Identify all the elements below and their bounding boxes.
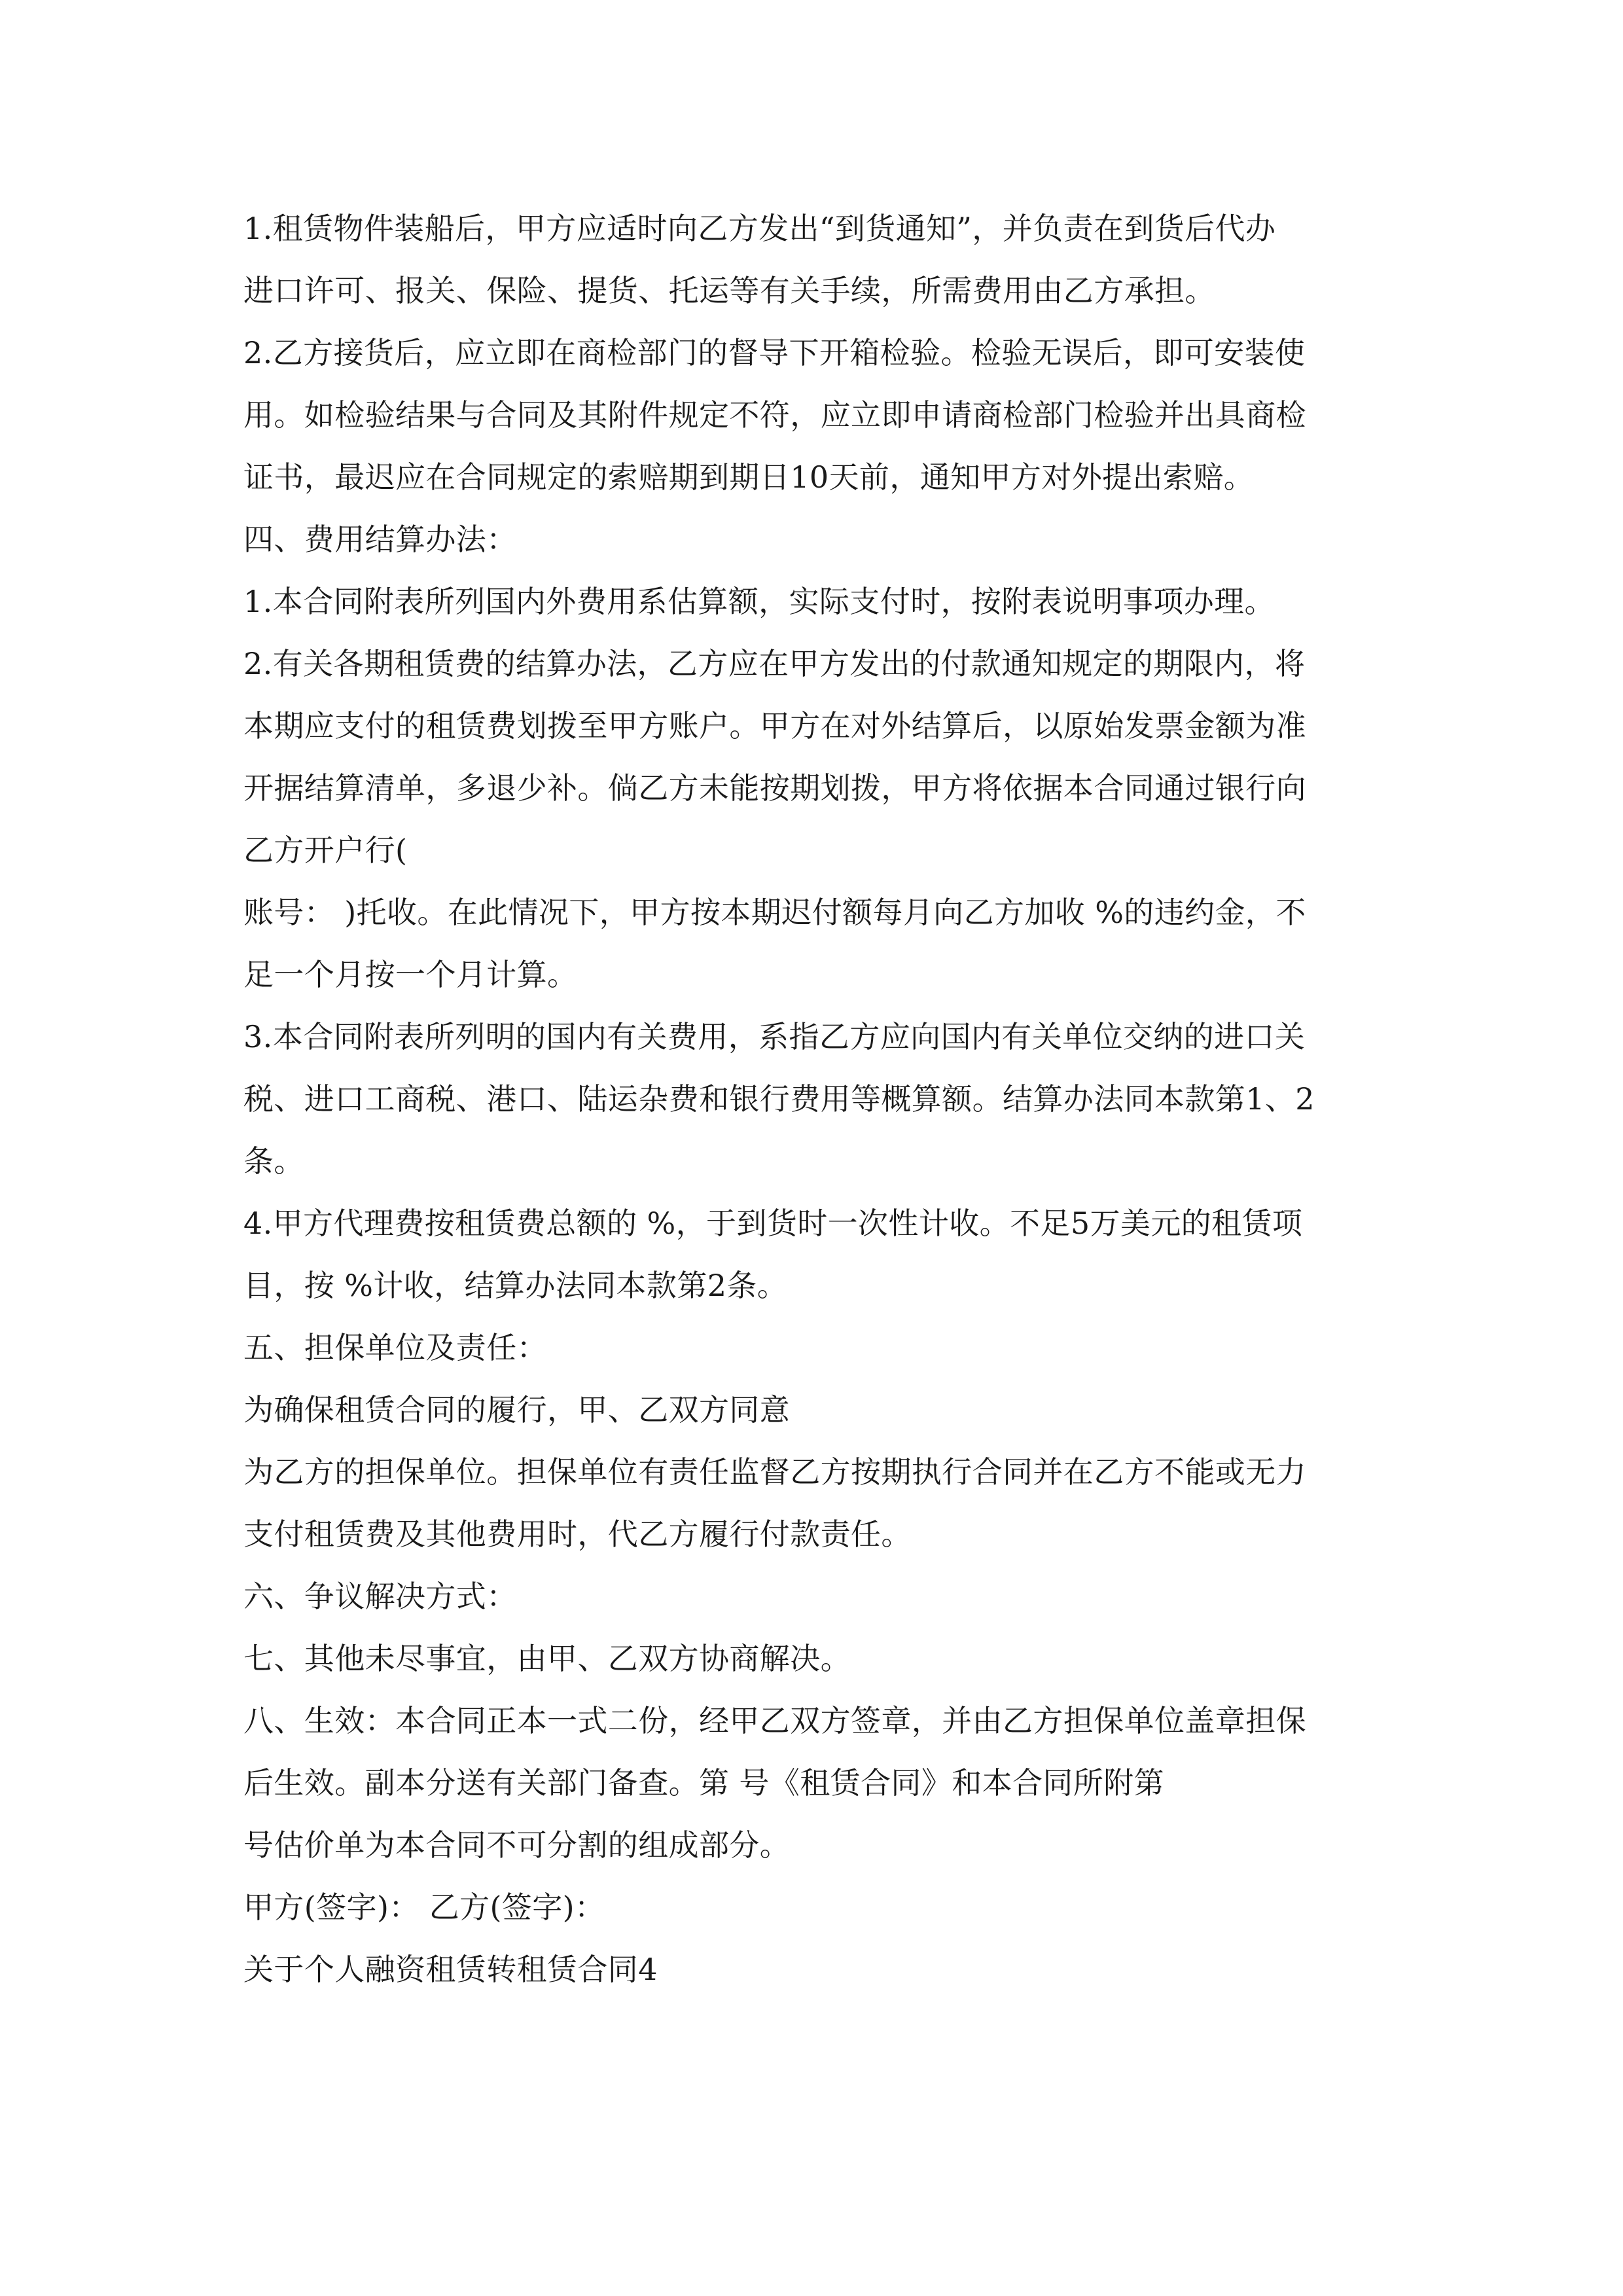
clause-4-item-2-line-5: 账号： )托收。在此情况下，甲方按本期迟付额每月向乙方加收 %的违约金，不 [243,895,1306,930]
section-6-heading: 六、争议解决方式： [243,1579,517,1614]
clause-4-item-2-line-1: 2.有关各期租赁费的结算办法，乙方应在甲方发出的付款通知规定的期限内，将 [243,646,1306,681]
next-document-title: 关于个人融资租赁转租赁合同4 [243,1952,658,1987]
clause-5-line-2: 为乙方的担保单位。担保单位有责任监督乙方按期执行合同并在乙方不能或无力 [243,1454,1306,1490]
clause-3-item-2-line-1: 2.乙方接货后，应立即在商检部门的督导下开箱检验。检验无误后，即可安装使 [243,335,1306,370]
clause-4-item-3-line-1: 3.本合同附表所列明的国内有关费用，系指乙方应向国内有关单位交纳的进口关 [243,1019,1306,1054]
section-8-line-1: 八、生效：本合同正本一式二份，经甲乙双方签章，并由乙方担保单位盖章担保 [243,1703,1306,1738]
section-8-line-3: 号估价单为本合同不可分割的组成部分。 [243,1827,791,1863]
clause-4-item-3-line-3: 条。 [243,1143,304,1179]
clause-5-line-3: 支付租赁费及其他费用时，代乙方履行付款责任。 [243,1516,912,1552]
clause-5-line-1: 为确保租赁合同的履行，甲、乙双方同意 [243,1392,791,1427]
section-5-heading: 五、担保单位及责任： [243,1330,547,1365]
clause-3-item-1-line-2: 进口许可、报关、保险、提货、托运等有关手续，所需费用由乙方承担。 [243,273,1215,308]
clause-4-item-3-line-2: 税、进口工商税、港口、陆运杂费和银行费用等概算额。结算办法同本款第1、2 [243,1081,1315,1117]
section-8-line-2: 后生效。副本分送有关部门备查。第 号《租赁合同》和本合同所附第 [243,1765,1165,1801]
section-4-heading: 四、费用结算办法： [243,522,517,557]
clause-4-item-1: 1.本合同附表所列国内外费用系估算额，实际支付时，按附表说明事项办理。 [243,584,1275,619]
clause-4-item-2-line-3: 开据结算清单，多退少补。倘乙方未能按期划拨，甲方将依据本合同通过银行向 [243,770,1306,806]
clause-4-item-2-line-2: 本期应支付的租赁费划拨至甲方账户。甲方在对外结算后，以原始发票金额为准 [243,708,1306,744]
clause-4-item-4-line-1: 4.甲方代理费按租赁费总额的 %，于到货时一次性计收。不足5万美元的租赁项 [243,1206,1303,1241]
clause-4-item-4-line-2: 目，按 %计收，结算办法同本款第2条。 [243,1268,788,1303]
section-7-heading: 七、其他未尽事宜，由甲、乙双方协商解决。 [243,1641,851,1676]
clause-3-item-2-line-3: 证书，最迟应在合同规定的索赔期到期日10天前，通知甲方对外提出索赔。 [243,459,1255,495]
clause-4-item-2-line-6: 足一个月按一个月计算。 [243,957,578,992]
clause-3-item-1-line-1: 1.租赁物件装船后，甲方应适时向乙方发出“到货通知”，并负责在到货后代办 [243,211,1276,246]
clause-4-item-2-line-4: 乙方开户行( [243,833,408,868]
clause-3-item-2-line-2: 用。如检验结果与合同及其附件规定不符，应立即申请商检部门检验并出具商检 [243,397,1306,433]
signature-line: 甲方(签字)： 乙方(签字)： [243,1890,605,1925]
